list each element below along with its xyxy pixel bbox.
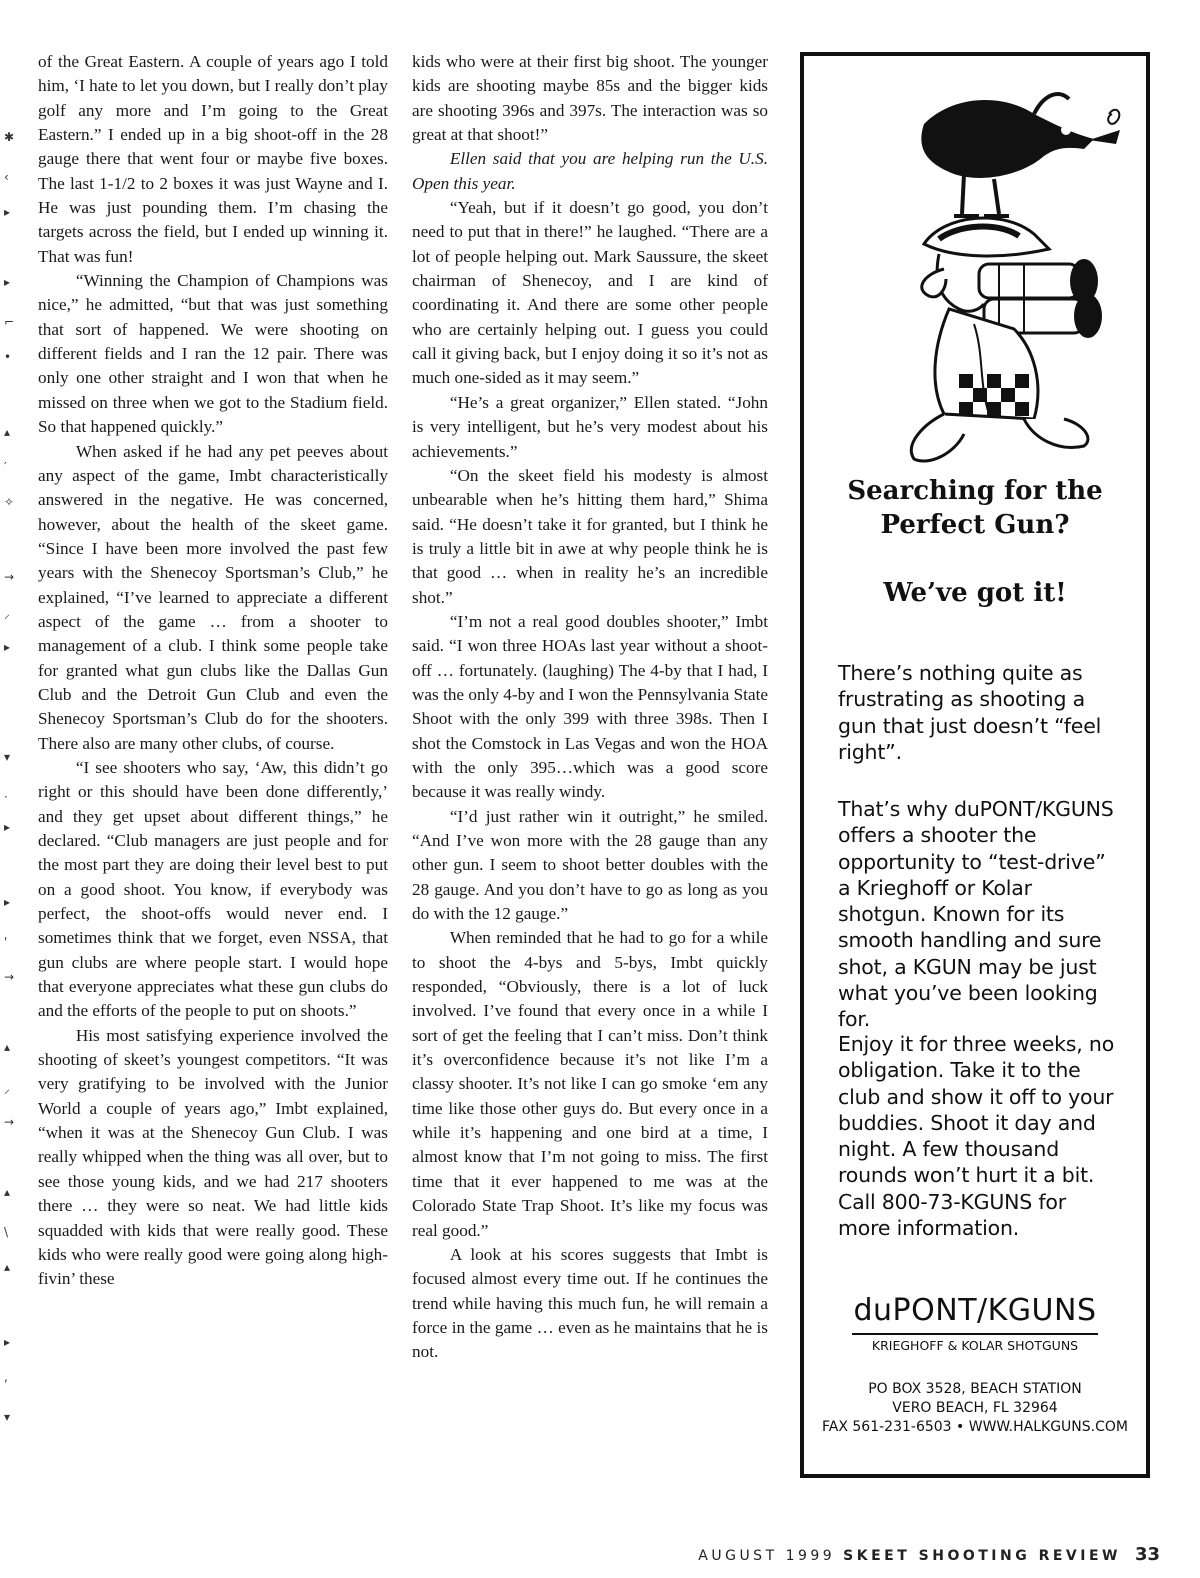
- article-paragraph: When reminded that he had to go for a while to shoot the 4-bys and 5-bys, Imbt quickly responded, “Obviously, there is a lot of luck involved. I’ve found that every once in a while I sort of get the feeling that I can’t miss. Don’t think it’s overconfidence because it’s not like I’m a classy shooter. It’s not like I can go smoke ‘em any time like those other guys do. But every once in a while it’s happening and one bird at a time, I almost know that I’m not going to miss. The first time that it ever happened to me was at the Colorado State Trap Shoot. It’s like my focus was real good.”: [412, 928, 768, 1240]
- ad-divider: [852, 1333, 1098, 1335]
- article-paragraph: “Yeah, but if it doesn’t go good, you don’t need to put that in there!” he laughed. “There are a lot of people helping out. Mark Saussure, the skeet chairman of Shenecoy, and I are kind of coordinating it. And there are some other people who are certainly helping out. I guess you could call it giving back, but I enjoy doing it so it’s not as much one-sided as it may seem.”: [412, 198, 768, 388]
- page-footer: [640, 1544, 1160, 1565]
- ad-subheadline: We’ve got it!: [883, 578, 1067, 608]
- page-number: 33: [1134, 1544, 1160, 1565]
- article-paragraph: A look at his scores suggests that Imbt is focused almost every time out. If he continues the trend while having this much fun, he will remain a force in the game … even as he maintains that he is not.: [412, 1244, 768, 1362]
- article-paragraph: “I’m not a real good doubles shooter,” Imbt said. “I won three HOAs last year without a shoot-off … fortunately. (laughing) The 4-by that I had, I was the only 4-by and I won the Pennsylvania State Shoot with the only 399 with three 398s. Then I shot the Comstock in Las Vegas and won the HOA with the only 395…which was a good score because it was really windy.: [412, 611, 768, 802]
- advertisement-dupont-kguns: [800, 52, 1150, 1478]
- article-column-2: [412, 50, 768, 1365]
- publication-name: SKEET SHOOTING REVIEW: [843, 1548, 1121, 1564]
- ad-body-paragraph: That’s why duPONT/KGUNS offers a shooter the opportunity to “test-drive” a Krieghoff or Kolar shotgun. Known for its smooth handling and sure shot, a KGUN may be just what you’ve been looking for.: [838, 797, 1114, 1032]
- ad-body-paragraph: Enjoy it for three weeks, no obligation. Take it to the club and show it off to your buddies. Shoot it day and night. A few thousand rounds won’t hurt it a bit. Call 800-73-KGUNS for more information.: [838, 1032, 1115, 1241]
- cartoon-bird-on-hunter-icon: [884, 74, 1124, 474]
- article-paragraph: “He’s a great organizer,” Ellen stated. “John is very intelligent, but he’s very modest about his achievements.”: [412, 392, 768, 461]
- article-paragraph: “On the skeet field his modesty is almost unbearable when he’s hitting them hard,” Shima said. “He doesn’t take it for granted, but I think he is truly a little bit in awe at why people think he is that good … when in reality he’s an incredible shot.”: [412, 465, 768, 607]
- ad-headline: Searching for the Perfect Gun?: [847, 476, 1103, 540]
- article-paragraph: kids who were at their first big shoot. The younger kids are shooting maybe 85s and the bigger kids are shooting 396s and 397s. The interaction was so great at that shoot!”: [412, 52, 768, 145]
- ad-body-paragraph: There’s nothing quite as frustrating as shooting a gun that just doesn’t “feel right”.: [838, 661, 1102, 764]
- article-paragraph: of the Great Eastern. A couple of years ago I told him, ‘I hate to let you down, but I really don’t play golf any more and I’m going to the Great Eastern.” I ended up in a big shoot-off in the 28 gauge there that went four or maybe five boxes. The last 1-1/2 to 2 boxes it was just Wayne and I. He was just pounding them. I’m chasing the targets across the field, but I ended up winning it. That was fun!: [38, 52, 388, 266]
- ad-brand-logo: duPONT/KGUNS: [853, 1293, 1097, 1328]
- article-paragraph: His most satisfying experience involved the shooting of skeet’s youngest competitors. “It was very gratifying to be involved with the Junior World a couple of years ago,” Imbt explained, “when it was at the Shenecoy Gun Club. I was really whipped when the thing was all over, but to see those young kids, and we had 217 shooters there … they were so neat. We had little kids squadded with kids that were really good. These kids who were really good were going along high-fivin’ these: [38, 1025, 388, 1289]
- article-paragraph: “Winning the Champion of Champions was nice,” he admitted, “but that was just something that sort of happened. We were shooting on different fields and I ran the 12 pair. There was only one other straight and I won that when he missed on three when we got to the Stadium field. So that happened quickly.”: [38, 271, 388, 437]
- article-column-1: [38, 50, 388, 1292]
- article-paragraph: When asked if he had any pet peeves about any aspect of the game, Imbt characteristically answered in the negative. He was concerned, however, about the health of the skeet game. “Since I have been more involved the past few years with the Shenecoy Sportsman’s Club,” he explained, “I’ve learned to appreciate a different aspect of the game … from a shooter to management of a club. I think some people take for granted what gun clubs like the Dallas Gun Club and the Detroit Gun Club and even the Shenecoy Sportsman’s Club do for the shooters. There also are many other clubs, of course.: [38, 441, 388, 753]
- margin-marks: ✱ ‹ ▸ ▸ ⌐ • ▴ ′ ✧ → ⸝ ▸ ▾ · ▸ ▸ ' → ▴ ⸝ → ▴ \ ▴ ▸ , ▾: [4, 130, 15, 1424]
- ad-address: PO BOX 3528, BEACH STATION VERO BEACH, FL 32964 FAX 561-231-6503 • WWW.HALKGUNS.COM: [822, 1381, 1128, 1435]
- article-paragraph: “I see shooters who say, ‘Aw, this didn’t go right or this should have been done differently,’ and they get upset about different things,” he declared. “Club managers are just people and for the most part they are doing their level best to put on a good shoot. You know, if everybody was perfect, the shoot-offs would never end. I sometimes think that we forget, even NSSA, that gun clubs are where people start. I would hope that everyone appreciates what these gun clubs do and the efforts of the people to put on shoots.”: [38, 757, 388, 1021]
- issue-date: AUGUST 1999: [698, 1548, 836, 1564]
- article-paragraph: “I’d just rather win it outright,” he smiled. “And I’ve won more with the 28 gauge than any other gun. I seem to shoot better doubles with the 28 gauge. And you don’t have to go as long as you do with the 12 gauge.”: [412, 806, 768, 924]
- ad-brand-tagline: KRIEGHOFF & KOLAR SHOTGUNS: [871, 1338, 1079, 1353]
- interviewer-question: Ellen said that you are helping run the U.S. Open this year.: [412, 149, 768, 193]
